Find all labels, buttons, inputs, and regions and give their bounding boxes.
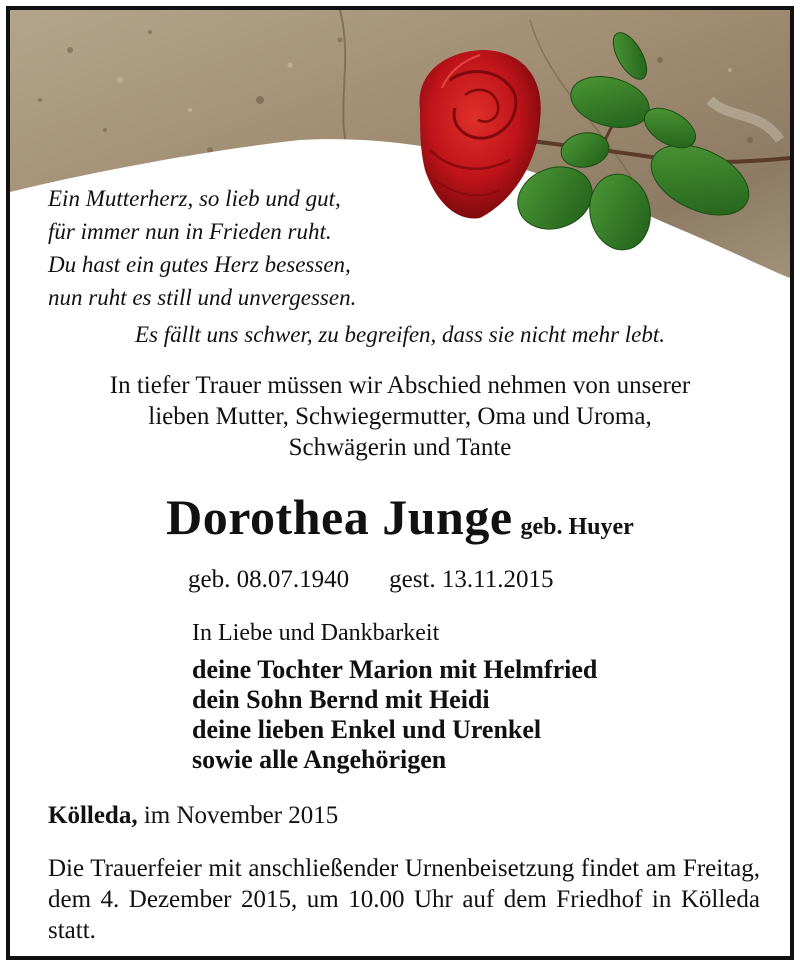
obituary-card: [6, 6, 794, 960]
place-city: Kölleda,: [48, 802, 138, 829]
love-line: In Liebe und Dankbarkeit: [192, 620, 440, 646]
poem-line: Du hast ein gutes Herz besessen,: [48, 252, 351, 277]
mourners-list: [192, 655, 597, 775]
funeral-notice: Die Trauerfeier mit anschließender Urnenbeisetzung findet am Freitag, dem 4. Dezember 2015, um 10.00 Uhr auf dem Friedhof in Kölleda statt.: [48, 855, 760, 944]
intro-line: In tiefer Trauer müssen wir Abschied nehmen von unserer: [109, 372, 691, 399]
birth-name: geb. Huyer: [520, 514, 634, 540]
birth-date: geb. 08.07.1940: [188, 566, 350, 593]
life-dates: [188, 566, 553, 594]
poem-line: für immer nun in Frieden ruht.: [48, 219, 332, 244]
death-date: gest. 13.11.2015: [389, 566, 554, 593]
place-month: im November 2015: [143, 802, 339, 829]
poem-line: Ein Mutterherz, so lieb und gut,: [48, 186, 341, 211]
deceased-name: Dorothea Junge: [166, 489, 513, 545]
mourner: deine lieben Enkel und Urenkel: [192, 715, 542, 744]
poem-line: nun ruht es still und unvergessen.: [48, 285, 357, 310]
mourner: dein Sohn Bernd mit Heidi: [192, 685, 490, 714]
mourner: deine Tochter Marion mit Helmfried: [192, 655, 598, 684]
place-date: [48, 802, 338, 830]
intro-line: lieben Mutter, Schwiegermutter, Oma und Uroma,: [148, 403, 652, 430]
deceased-name-line: [10, 488, 790, 546]
poem: [48, 182, 356, 314]
intro-line: Schwägerin und Tante: [288, 434, 512, 461]
mourner: sowie alle Angehörigen: [192, 745, 447, 774]
announcement-intro: [10, 370, 790, 463]
quote: Es fällt uns schwer, zu begreifen, dass sie nicht mehr lebt.: [134, 322, 666, 347]
